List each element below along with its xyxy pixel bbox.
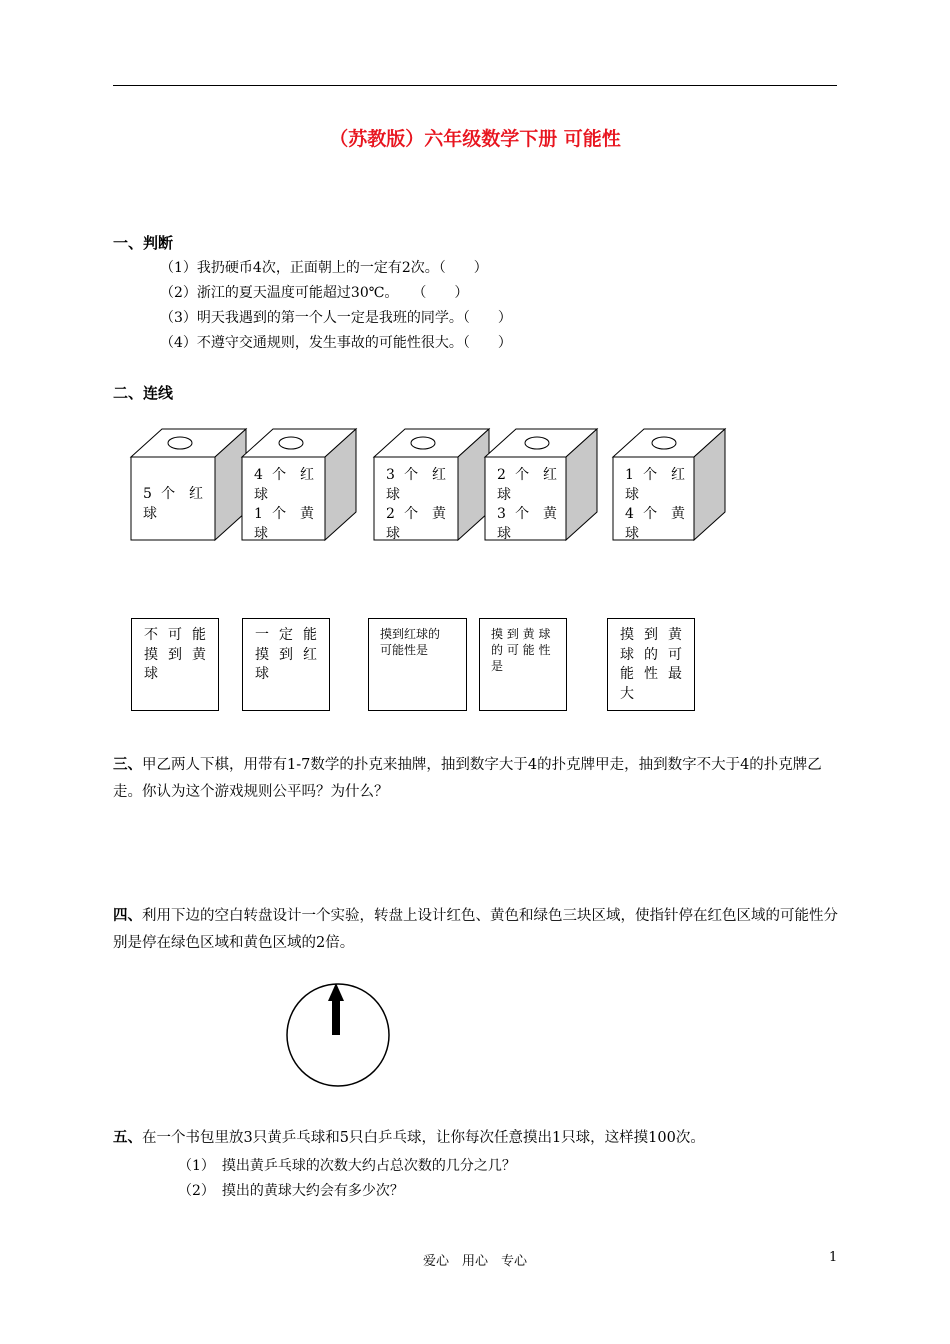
outcome-card-3-label [380,626,460,658]
outcome-card-4-line-2: 的 可 能 性 [491,643,551,657]
outcome-card-2-line-1: 一 定 能 [255,627,317,643]
ball-box-3-line-1: 3 个 红 [386,467,446,483]
ball-box-5-line-3: 4 个 黄 [625,506,685,522]
ball-box-2-line-3: 1 个 黄 [254,506,314,522]
ball-box-3-line-3: 2 个 黄 [386,506,446,522]
section4 [113,903,841,957]
spinner-wheel [283,982,393,1092]
ball-box-5-line-4: 球 [625,525,639,542]
ball-box-1-line-1: 5 个 红 [143,486,203,502]
page-number: 1 [829,1250,838,1265]
ball-box-3-line-4: 球 [386,525,400,542]
outcome-card-5-line-1: 摸 到 黄 [620,627,682,643]
outcome-card-1-line-1: 不 可 能 [144,627,206,643]
ball-box-5-line-2: 球 [625,486,639,503]
ball-box-3-line-2: 球 [386,486,400,503]
section2-heading: 二、连线 [113,384,174,402]
ball-box-5-label [625,466,685,544]
outcome-card-2-line-3: 球 [255,666,269,682]
page-title: （苏教版）六年级数学下册 可能性 [329,128,621,150]
section3-label: 三、 [113,757,142,773]
section3 [113,752,841,806]
ball-box-2-line-2: 球 [254,486,268,503]
outcome-card-1-line-2: 摸 到 黄 [144,646,206,663]
outcome-card-3-line-2: 可能性是 [380,643,429,657]
ball-box-5-line-1: 1 个 红 [625,467,685,483]
ball-box-2-line-1: 4 个 红 [254,467,314,483]
judge-item-3: （3）明天我遇到的第一个人一定是我班的同学。（ ） [160,310,512,326]
spinner-pointer [332,1000,340,1035]
outcome-card-4-label [491,626,561,674]
outcome-card-4-line-3: 是 [491,659,504,673]
section4-label: 四、 [113,908,142,924]
section4-text: 利用下边的空白转盘设计一个实验，转盘上设计红色、黄色和绿色三块区域，使指针停在红色区域的可能性分别是停在绿色区域和黄色区域的2倍。 [113,908,838,951]
section3-text: 甲乙两人下棋，用带有1-7数学的扑克来抽牌，抽到数字大于4的扑克牌甲走，抽到数字不大于4的扑克牌乙走。你认为这个游戏规则公平吗？为什么？ [113,757,822,800]
ball-box-1-line-2: 球 [143,505,157,522]
ball-box-4-line-3: 3 个 黄 [497,506,557,522]
outcome-card-1-label [144,626,206,685]
section5-item-2: （2） 摸出的黄球大约会有多少次？ [178,1183,404,1199]
ball-box-4-line-2: 球 [497,486,511,503]
ball-box-2-label [254,466,314,544]
ball-box-3-label [386,466,446,544]
judge-item-1: （1）我扔硬币4次，正面朝上的一定有2次。（ ） [160,260,488,276]
section1-heading: 一、判断 [113,234,174,252]
ball-box-1-label [143,485,203,524]
outcome-card-2-line-2: 摸 到 红 [255,646,317,663]
judge-item-4: （4）不遵守交通规则，发生事故的可能性很大。（ ） [160,335,512,351]
outcome-card-1-line-3: 球 [144,666,158,682]
section5-item-1: （1） 摸出黄乒乓球的次数大约占总次数的几分之几？ [178,1158,516,1174]
outcome-card-4-line-1: 摸 到 黄 球 [491,627,551,641]
section5 [113,1125,841,1152]
ball-box-2-line-4: 球 [254,525,268,542]
ball-box-4-line-1: 2 个 红 [497,467,557,483]
outcome-card-5-line-2: 球 的 可 [620,646,682,663]
footer-text: 爱心 用心 专心 [422,1254,527,1269]
ball-box-4-line-4: 球 [497,525,511,542]
ball-box-4-label [497,466,557,544]
judge-item-2: （2）浙江的夏天温度可能超过30℃。 （ ） [160,285,469,301]
section5-label: 五、 [113,1130,142,1146]
section5-text: 在一个书包里放3只黄乒乓球和5只白乒乓球，让你每次任意摸出1只球，这样摸100次。 [142,1130,705,1146]
outcome-card-5-line-3: 能 性 最 [620,666,682,682]
outcome-card-5-label [620,626,682,704]
ball-box-cubes [0,0,950,560]
outcome-card-5-line-4: 大 [620,685,634,702]
outcome-card-3-line-1: 摸到红球的 [380,627,441,641]
outcome-card-2-label [255,626,317,685]
